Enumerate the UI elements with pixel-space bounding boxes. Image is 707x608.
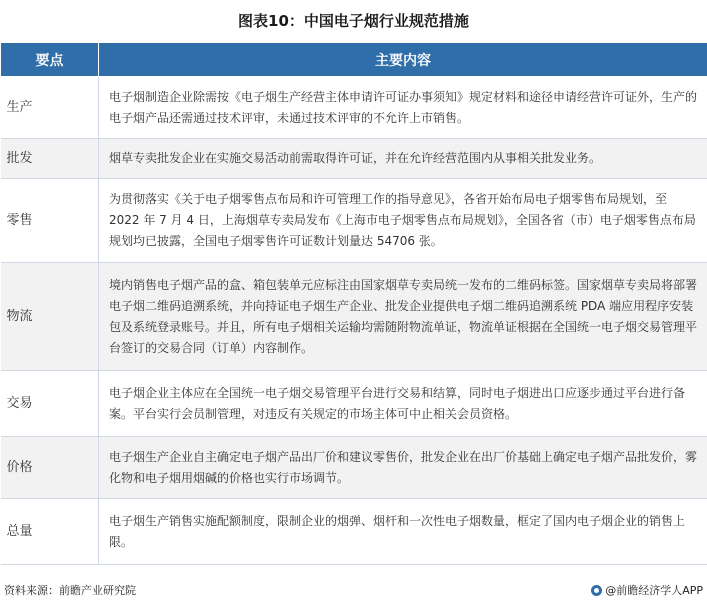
table-header-row [1,43,707,77]
table-row [1,263,707,371]
row-key: 价格 [1,437,99,499]
header-content: 主要内容 [99,43,707,77]
table-row [1,437,707,499]
regulation-table [0,42,707,565]
row-key: 交易 [1,371,99,437]
row-content: 电子烟制造企业除需按《电子烟生产经营主体申请许可证办事须知》规定材料和途径申请经营许可证外，生产的电子烟产品还需通过技术评审，未通过技术评审的不允许上市销售。 [99,77,707,139]
row-content: 电子烟生产企业自主确定电子烟产品出厂价和建议零售价，批发企业在出厂价基础上确定电子烟产品批发价，雾化物和电子烟用烟碱的价格也实行市场调节。 [99,437,707,499]
footer [0,580,707,600]
source-note: 资料来源：前瞻产业研究院 [4,584,136,597]
header-key: 要点 [1,43,99,77]
row-key: 零售 [1,179,99,263]
row-content: 电子烟生产销售实施配额制度，限制企业的烟弹、烟杆和一次性电子烟数量，框定了国内电子烟企业的销售上限。 [99,499,707,565]
table-row [1,371,707,437]
row-content: 为贯彻落实《关于电子烟零售点布局和许可管理工作的指导意见》，各省开始布局电子烟零售布局规划，至 2022 年 7 月 4 日，上海烟草专卖局发布《上海市电子烟零售点布局规划》，全国各省（市）电子烟零售点布局规划均已披露，全国电子烟零售许可证数计划量达 54706 张。 [99,179,707,263]
table-row [1,77,707,139]
row-key: 总量 [1,499,99,565]
row-key: 批发 [1,139,99,179]
row-key: 生产 [1,77,99,139]
brand-text: @前瞻经济学人APP [605,584,703,597]
row-content: 境内销售电子烟产品的盒、箱包装单元应标注由国家烟草专卖局统一发布的二维码标签。国家烟草专卖局将部署电子烟二维码追溯系统，并向持证电子烟生产企业、批发企业提供电子烟二维码追溯系统 PDA 端应用程序安装包及系统登录账号。并且，所有电子烟相关运输均需随附物流单证，物流单证根据在全国统一电子烟交易管理平台签订的交易合同（订单）内容制作。 [99,263,707,371]
brand-credit [591,582,703,598]
row-content: 烟草专卖批发企业在实施交易活动前需取得许可证，并在允许经营范围内从事相关批发业务。 [99,139,707,179]
row-key: 物流 [1,263,99,371]
row-content: 电子烟企业主体应在全国统一电子烟交易管理平台进行交易和结算，同时电子烟进出口应逐步通过平台进行备案。平台实行会员制管理，对违反有关规定的市场主体可中止相关会员资格。 [99,371,707,437]
figure-title: 图表10：中国电子烟行业规范措施 [238,11,469,30]
table-row [1,499,707,565]
table-row [1,139,707,179]
table-row [1,179,707,263]
brand-logo-icon [591,585,602,596]
